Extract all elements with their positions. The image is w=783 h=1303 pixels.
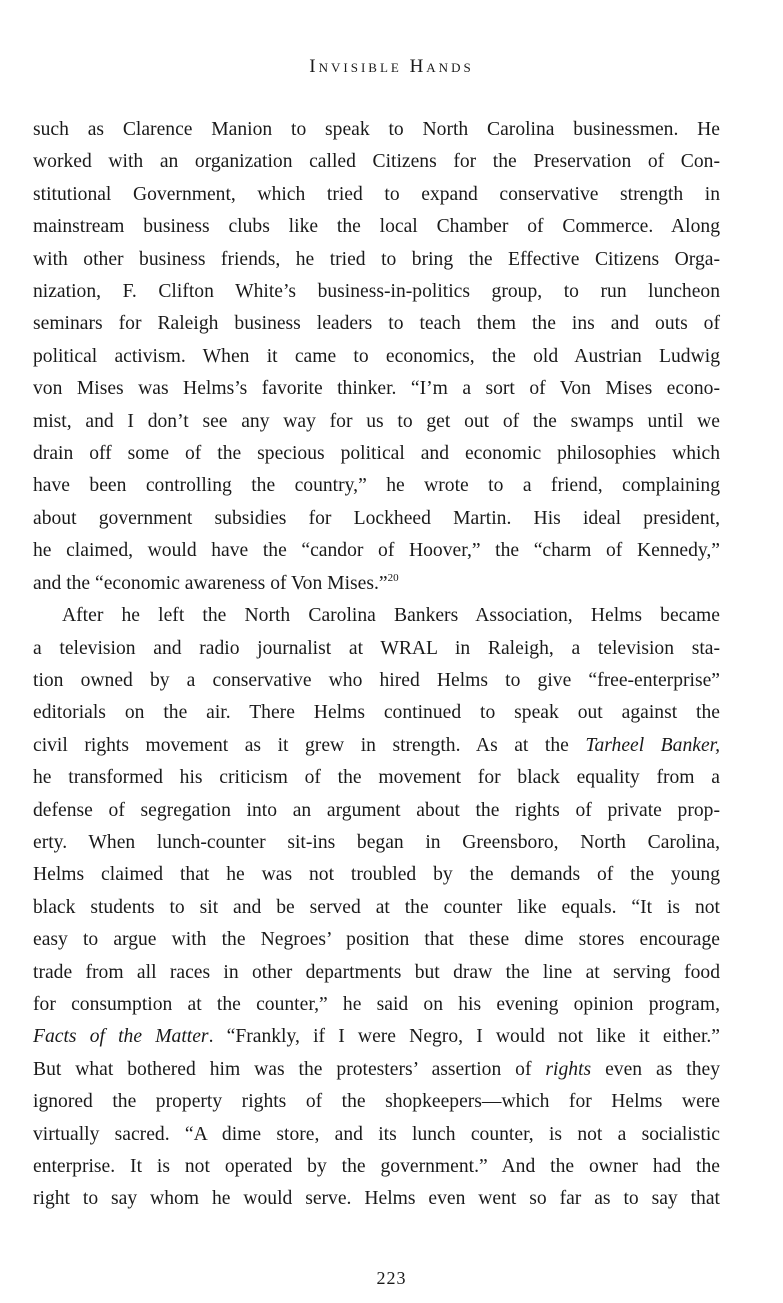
text-line: with other business friends, he tried to bring the Effective Citizens Orga- xyxy=(33,248,720,270)
text-line: tion owned by a conservative who hired Helms to give “free-enterprise” xyxy=(33,669,720,691)
text-line xyxy=(33,1021,720,1053)
text-line: von Mises was Helms’s favorite thinker. “I’m a sort of Von Mises econo- xyxy=(33,378,720,400)
paragraph-1 xyxy=(33,114,720,600)
text-line xyxy=(33,730,720,762)
text-line: for consumption at the counter,” he said on his evening opinion program, xyxy=(33,993,720,1015)
text-run: even as they xyxy=(591,1058,720,1080)
text-line xyxy=(33,1054,720,1086)
text-line xyxy=(33,568,720,600)
text-line: mainstream business clubs like the local Chamber of Commerce. Along xyxy=(33,216,720,238)
text-line: he claimed, would have the “candor of Hoover,” the “charm of Kennedy,” xyxy=(33,540,720,562)
page-number: 223 xyxy=(376,1268,407,1288)
text-line: such as Clarence Manion to speak to North Carolina businessmen. He xyxy=(33,119,720,140)
text-line: trade from all races in other departments but draw the line at serving food xyxy=(33,961,720,983)
text-line: nization, F. Clifton White’s business-in-politics group, to run luncheon xyxy=(33,281,720,303)
text-line: mist, and I don’t see any way for us to get out of the swamps until we xyxy=(33,410,720,432)
text-line: right to say whom he would serve. Helms even went so far as to say that xyxy=(33,1188,720,1210)
emphasis: rights xyxy=(545,1058,592,1080)
program-title: Facts of the Matter xyxy=(33,1026,209,1048)
text-line: defense of segregation into an argument about the rights of private prop- xyxy=(33,799,720,821)
text-line: a television and radio journalist at WRAL in Raleigh, a television sta- xyxy=(33,637,720,659)
text-line: Helms claimed that he was not troubled by the demands of the young xyxy=(33,864,720,886)
text-run: . “Frankly, if I were Negro, I would not like it either.” xyxy=(208,1026,720,1048)
text-run: civil rights movement as it grew in strength. As at the xyxy=(33,734,586,756)
text-line: he transformed his criticism of the movement for black equality from a xyxy=(33,767,720,789)
footnote-reference[interactable]: 20 xyxy=(387,571,399,584)
running-head: Invisible Hands xyxy=(309,56,474,77)
text-line: virtually sacred. “A dime store, and its lunch counter, is not a socialistic xyxy=(33,1123,720,1145)
text-run: But what bothered him was the protesters’ assertion of xyxy=(33,1058,546,1080)
text-line: easy to argue with the Negroes’ position that these dime stores encourage xyxy=(33,929,720,951)
text-line: ignored the property rights of the shopkeepers—which for Helms were xyxy=(33,1091,720,1113)
text-line: political activism. When it came to economics, the old Austrian Ludwig xyxy=(33,345,720,367)
paragraph-2 xyxy=(33,600,720,1216)
text-line: After he left the North Carolina Bankers Association, Helms became xyxy=(62,605,720,627)
text-line: stitutional Government, which tried to expand conservative strength in xyxy=(33,183,720,205)
text-line: have been controlling the country,” he wrote to a friend, complaining xyxy=(33,475,720,497)
text-line: drain off some of the specious political and economic philosophies which xyxy=(33,443,720,465)
text-line: black students to sit and be served at the counter like equals. “It is not xyxy=(33,896,720,918)
publication-title: Tarheel Banker, xyxy=(585,734,720,756)
text-run: and the “economic awareness of Von Mises.” xyxy=(33,572,388,594)
text-line: about government subsidies for Lockheed Martin. His ideal president, xyxy=(33,507,720,529)
text-line: seminars for Raleigh business leaders to teach them the ins and outs of xyxy=(33,313,720,335)
body-text xyxy=(33,114,720,1216)
text-line: enterprise. It is not operated by the government.” And the owner had the xyxy=(33,1156,720,1177)
text-line: worked with an organization called Citizens for the Preservation of Con- xyxy=(33,151,720,173)
text-line: editorials on the air. There Helms continued to speak out against the xyxy=(33,702,720,724)
text-line: erty. When lunch-counter sit-ins began in Greensboro, North Carolina, xyxy=(33,831,720,853)
